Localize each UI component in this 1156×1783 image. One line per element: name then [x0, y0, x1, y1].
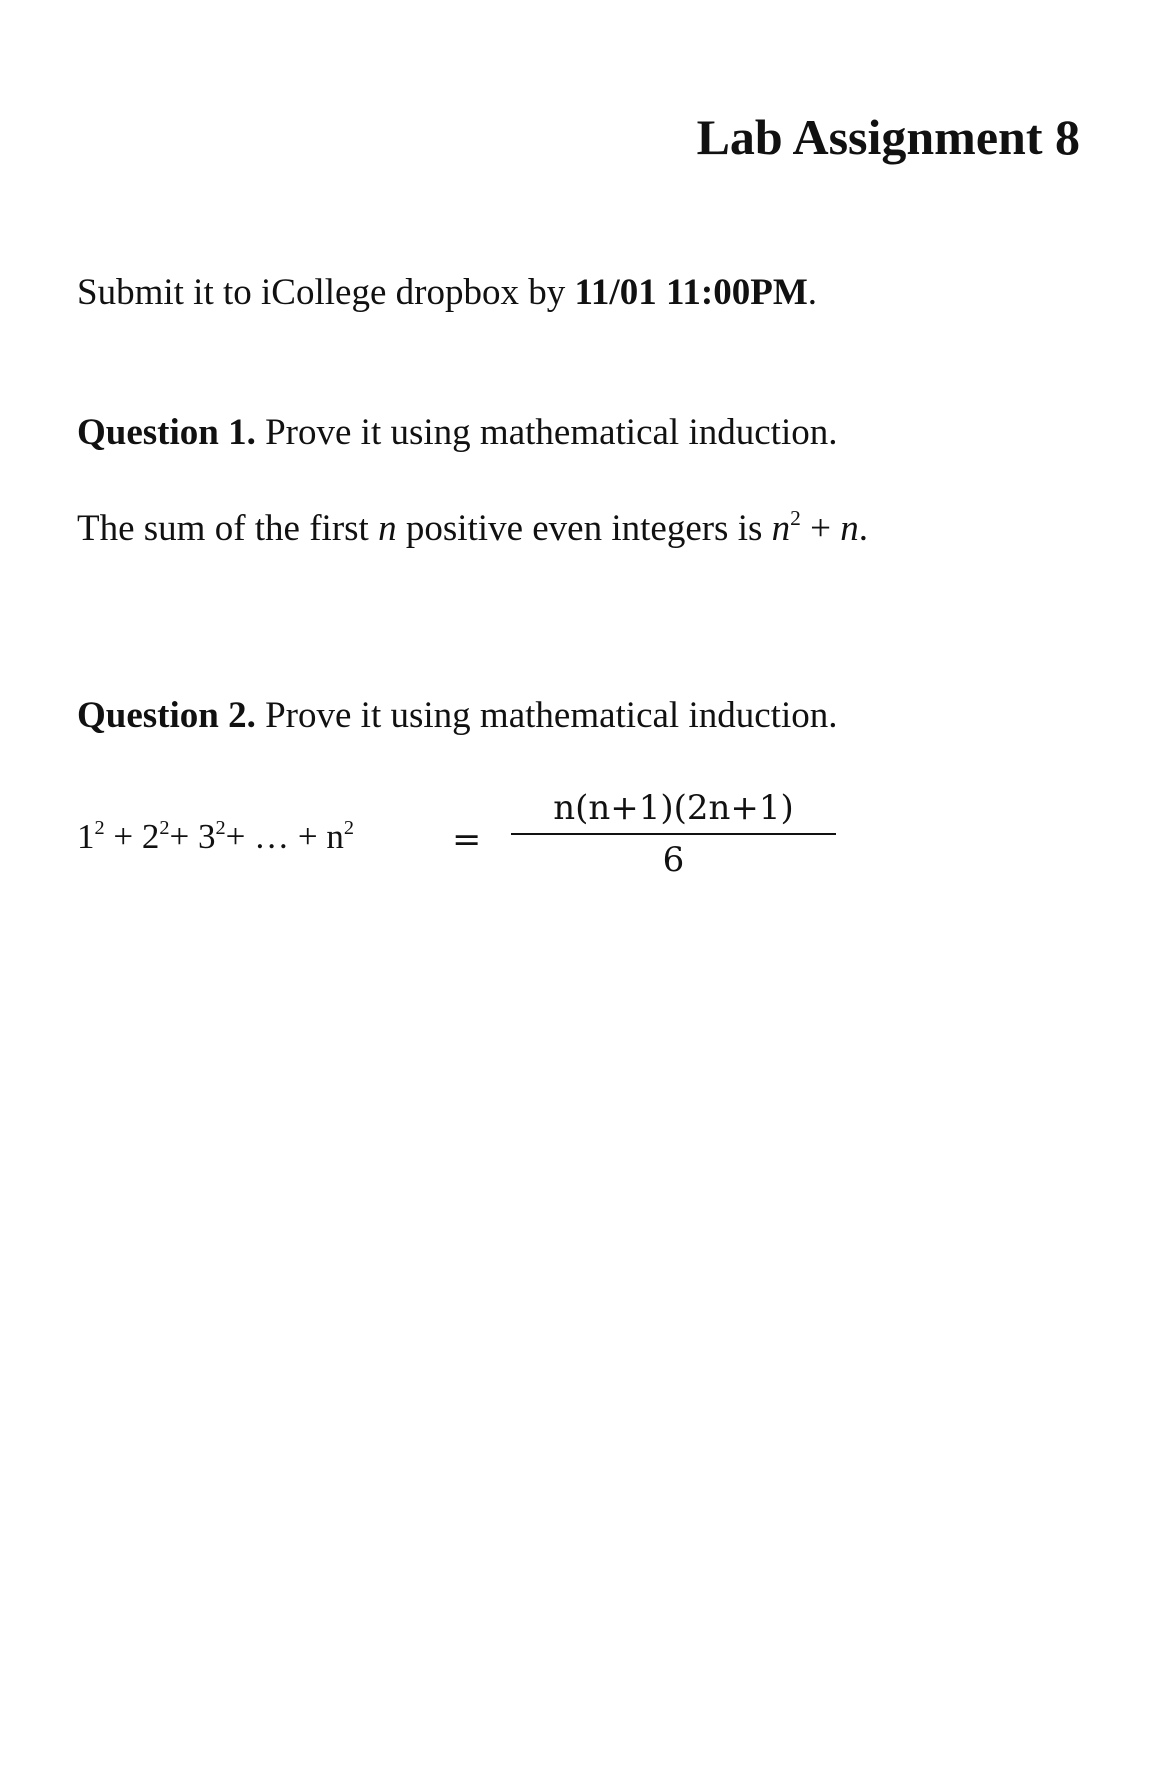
question-1-statement — [77, 505, 868, 549]
question-1-heading — [77, 414, 837, 451]
page-title: Lab Assignment 8 — [696, 109, 1080, 165]
submission-text: Submit it to iCollege dropbox by — [77, 272, 575, 313]
question-2-heading — [77, 697, 837, 734]
term-2-base: 2 — [141, 817, 160, 856]
term-3-exponent: 2 — [215, 816, 226, 839]
statement-variable-n: n — [378, 508, 397, 549]
statement-period: . — [858, 508, 868, 549]
fraction-bar — [511, 833, 836, 835]
equals-sign: = — [452, 820, 482, 860]
equation-left-side — [77, 817, 354, 857]
question-2-label: Question 2. — [77, 695, 256, 736]
question-1-label: Question 1. — [77, 412, 256, 453]
fraction — [511, 785, 836, 883]
term-n-base: n — [326, 817, 344, 856]
question-2-instruction: Prove it using mathematical induction. — [255, 695, 838, 736]
statement-middle: positive even integers is — [396, 508, 772, 549]
fraction-numerator: n(n+1)(2n+1) — [553, 788, 794, 828]
fraction-denominator: 6 — [662, 840, 685, 880]
expr-n-second: n — [840, 508, 859, 549]
plus-1: + — [104, 817, 142, 856]
expr-exponent: 2 — [790, 505, 801, 530]
submission-instructions — [77, 274, 817, 311]
submission-deadline: 11/01 11:00PM — [574, 272, 808, 313]
expr-n: n — [771, 508, 791, 549]
term-1-exponent: 2 — [94, 816, 105, 839]
sum-of-squares-equation — [77, 785, 794, 895]
submission-period: . — [807, 272, 817, 313]
term-n-exponent: 2 — [343, 816, 355, 839]
term-1-base: 1 — [77, 817, 95, 856]
term-2-exponent: 2 — [159, 816, 170, 839]
statement-prefix: The sum of the first — [77, 508, 379, 549]
plus-ellipsis: + … + — [225, 817, 327, 856]
question-1-instruction: Prove it using mathematical induction. — [255, 412, 838, 453]
expr-plus: + — [800, 508, 841, 549]
term-3-base: 3 — [198, 817, 216, 856]
plus-2: + — [169, 817, 199, 856]
